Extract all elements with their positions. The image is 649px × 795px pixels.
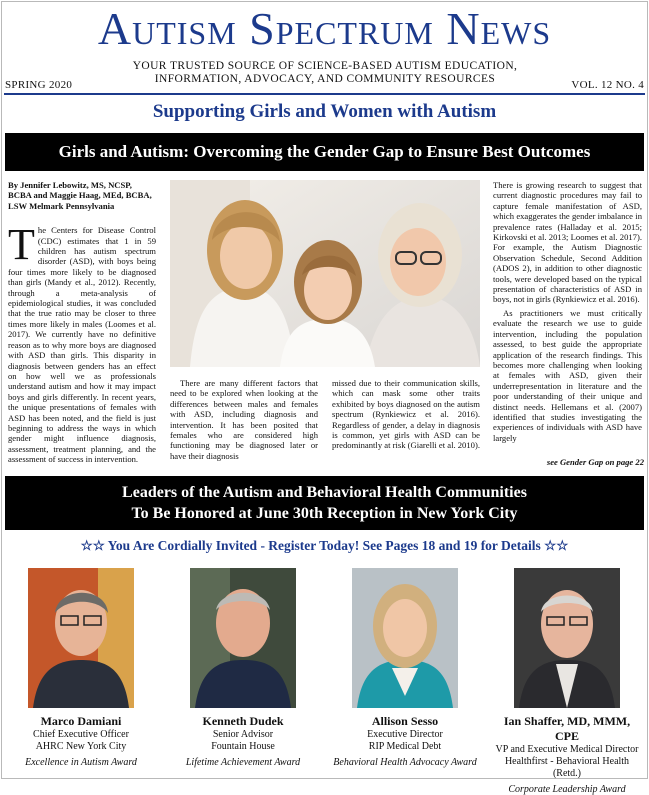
honoree-org: AHRC New York City — [35, 741, 127, 752]
article-byline: By Jennifer Lebowitz, MS, NCSP, BCBA and Maggie Haag, MEd, BCBA, LSW Melmark Pennsylvania — [8, 180, 152, 211]
portrait-image — [28, 568, 134, 708]
portrait-image — [352, 568, 458, 708]
honoree-portrait — [28, 568, 134, 708]
event-headline-line-1: Leaders of the Autism and Behavioral Health Communities — [122, 484, 527, 501]
honoree-name: Ian Shaffer, MD, MMM, CPE — [503, 714, 631, 743]
masthead-rule — [4, 93, 645, 95]
masthead-subhead — [0, 60, 649, 92]
honoree-title: VP and Executive Medical Director — [495, 744, 639, 755]
honoree-card — [492, 568, 642, 795]
honoree-name: Kenneth Dudek — [202, 714, 284, 728]
masthead-title: Autism Spectrum News — [97, 3, 552, 54]
family-photo-illustration — [170, 180, 480, 367]
honoree-award: Corporate Leadership Award — [508, 784, 626, 795]
honoree-name: Allison Sesso — [371, 714, 439, 728]
issue-volume: VOL. 12 NO. 4 — [571, 79, 644, 91]
article-column-1 — [8, 180, 156, 465]
honoree-portrait — [352, 568, 458, 708]
honoree-card — [168, 568, 318, 768]
article-col3-text: missed due to their communication skills, which can mask some other traits exhibited by boys diagnosed on the autism spectrum (Rynkiewicz et al. 2016). Regardless of gender, a delay in diagnosis is common, yet girls with ASD can be predominantly at risk (Giarelli et al. 2010). — [332, 378, 480, 451]
honoree-title: Chief Executive Officer — [33, 729, 129, 740]
honoree-portrait — [190, 568, 296, 708]
honoree-card — [330, 568, 480, 768]
honoree-title: Executive Director — [367, 729, 443, 740]
portrait-image — [190, 568, 296, 708]
tagline — [110, 60, 540, 86]
article-headline[interactable]: Girls and Autism: Overcoming the Gender Gap to Ensure Best Outcomes — [5, 133, 644, 171]
drop-cap: T — [8, 220, 35, 270]
honoree-org: Fountain House — [211, 741, 275, 752]
honoree-award: Lifetime Achievement Award — [185, 757, 301, 768]
article-column-3 — [332, 378, 480, 451]
event-headline-line-2: To Be Honored at June 30th Reception in New York City — [131, 505, 518, 522]
honoree-award: Behavioral Health Advocacy Award — [333, 757, 477, 768]
event-headline[interactable] — [5, 476, 644, 530]
honoree-award: Excellence in Autism Award — [25, 757, 137, 768]
portrait-image — [514, 568, 620, 708]
article-column-4 — [493, 180, 642, 443]
article-col1-text: he Centers for Disease Control (CDC) estimates that 1 in 59 children has autism spectrum disorder (ASD), with boys being four times more likely to be diagnosed than girls (Mandy et al., 2012). Recently, through a meta-analysis of epidemiological studies, it was concluded that the true ratio may be closer to three times more likely in males (Loomes et al. 2017). We currently have no definitive reason as to why more boys are diagnosed with ASD than girls. This disparity in diagnosis between genders has an effect on how well we as professionals understand autism and how it may impact boys and girls differently. In recent years, the unique presentations of females with ASD has been noted, and the field is just beginning to address the ways in which gender might influence diagnosis, assessment, treatment planning, and the assessment of success in intervention. — [8, 225, 156, 465]
issue-season: SPRING 2020 — [5, 79, 73, 91]
article-column-2 — [170, 378, 318, 461]
honoree-org: RIP Medical Debt — [368, 741, 442, 752]
honoree-title: Senior Advisor — [212, 729, 274, 740]
continued-link[interactable]: see Gender Gap on page 22 — [546, 457, 644, 467]
tagline-line-2: INFORMATION, ADVOCACY, AND COMMUNITY RESOURCES — [154, 73, 496, 85]
masthead — [0, 0, 649, 58]
tagline-line-1: YOUR TRUSTED SOURCE OF SCIENCE-BASED AUTISM EDUCATION, — [132, 60, 518, 72]
section-title: Supporting Girls and Women with Autism — [152, 101, 497, 122]
article-col4-para-2: As practitioners we must critically evaluate the research we use to guide intervention, including the population assessed, to best guide the appropriate application of the research findings. This becomes more challenging when looking at females with ASD, given their underrepresentation in literature and the poor understanding of their unique and distinct needs. Hellemans et al. (2007) identified that studies investigating the experiences of individuals with ASD have largely — [493, 307, 642, 443]
honoree-name: Marco Damiani — [40, 714, 122, 728]
invitation-line[interactable]: ☆☆ You Are Cordially Invited - Register Today! See Pages 18 and 19 for Details ☆☆ — [80, 538, 569, 553]
article-photo-mother-daughter-grandmother — [170, 180, 480, 367]
article-col4-para-1: There is growing research to suggest that current diagnostic procedures may fail to capture female manifestation of ASD, which exaggerates the gender imbalance in prevalence rates (Halladay et al. 2015; Kirkovski et al. 2013; Loomes et al. 2017). For example, the Autism Diagnostic Observation Schedule, Second Addition (ADOS 2), in addition to other diagnostic tools, were developed based on the typical presentation of characteristics of ASD in boys, not in girls (Rynkiewicz et al. 2016). — [493, 180, 642, 305]
honoree-org: Healthfirst - Behavioral Health (Retd.) — [504, 756, 630, 779]
article-col2-text: There are many different factors that need to be explored when looking at the differences between males and females with ASD, including diagnosis and intervention. It has been posited that females who are considered high functioning may be diagnosed later or have their diagnosis — [170, 378, 318, 461]
honoree-card — [6, 568, 156, 768]
honoree-portrait — [514, 568, 620, 708]
